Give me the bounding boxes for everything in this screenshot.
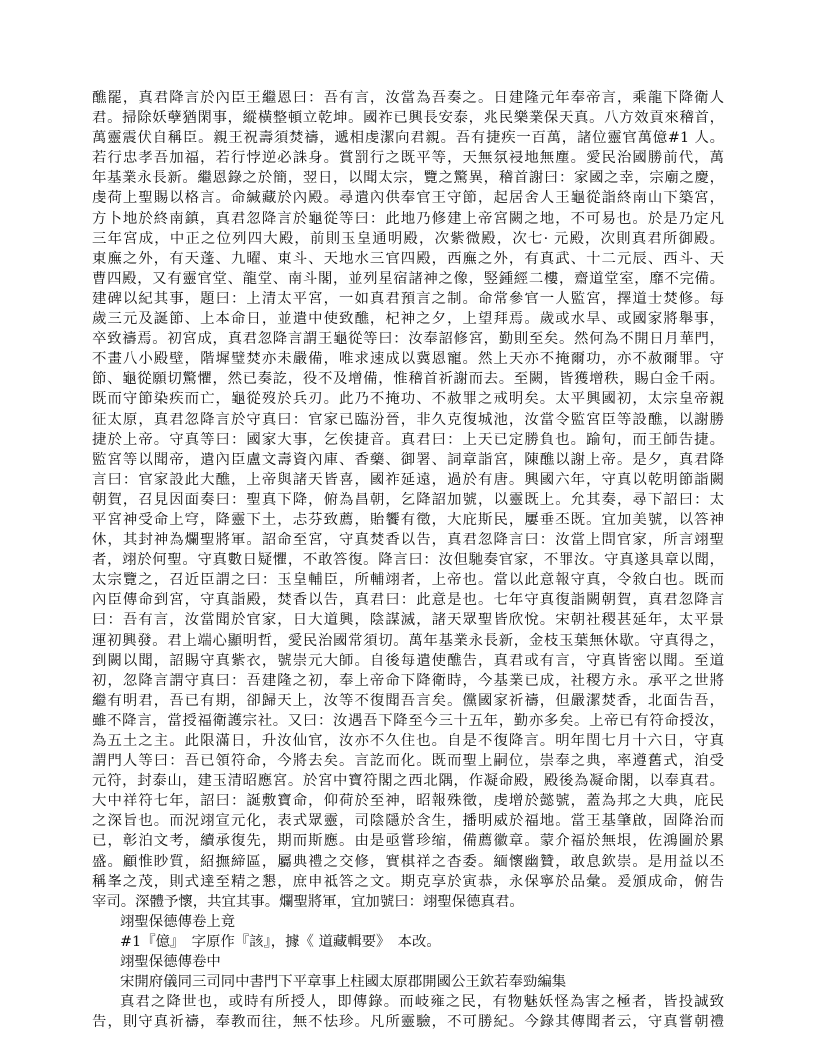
text-line: 朝賀，召見因面奏曰：聖真下降，俯為昌朝，乞降詔加號，以靈既上。允其奏，尋下詔曰：太 (92, 491, 724, 508)
text-line: 休，其封神為爛聖將軍。詔命至宮，守真焚香以告，真君忽降言曰：汝當上問官家，所言翊聖 (92, 532, 724, 549)
text-line: 卒致禱焉。初宮成，真君忽降言謂王龜從等曰：汝奉詔修宮，勤則至矣。然何為不開日月華門， (92, 331, 724, 348)
text-line: 者，翊於何聖。守真數日疑懼，不敢答復。降言曰：汝但馳奏官家，不罪汝。守真遂具章以聞， (92, 552, 724, 569)
text-line: 雖不降言，當授福衛護宗社。又曰：汝遇吾下降至今三十五年，勤亦多矣。上帝已有符命授汝， (92, 712, 724, 729)
text-line: 平宮神受命上穹，降靈下土，忐芬致薦，貽饗有徵，大庇斯民，屢垂丕既。宜加美號，以答神 (92, 511, 724, 528)
text-line: 既而守節染疾而亡，龜從歿於兵刃。此乃不掩功、不赦罪之戒明矣。太平興國初，太宗皇帝親 (92, 391, 724, 408)
text-line: 建碑以紀其事，題曰：上清太平宮，一如真君預言之制。命常參官一人監宮，擇道士焚修。每 (92, 290, 724, 307)
text-line: 真君之降世也，或時有所授人，即傳錄。而岐雍之民，有物魅妖怪為害之極者，皆投誠致 (120, 994, 724, 1011)
text-line: 若行忠孝吾加福，若行悖逆必誅身。賞罰行之既平等，天無氛祲地無塵。愛民治國勝前代，萬 (92, 150, 724, 167)
text-line: 監宮等以聞帝，遣內臣盧文壽資內庫、香藥、御署、詞章詣宮，陳醮以謝上帝。是夕，真君降 (92, 451, 724, 468)
text-line: 盛。顧惟眇質，紹撫締區，屬典禮之交修，實棋祥之杳委。緬懷幽贊，敢息欽崇。是用益以丕 (92, 853, 724, 870)
text-line: 繼有明君，吾已有期，卻歸天上，汝等不復聞吾言矣。儻國家祈禱，但嚴潔焚香，北面告吾， (92, 692, 724, 709)
text-line: 方卜地於終南鎮，真君忽降言於龜從等曰：此地乃修建上帝宮闕之地，不可易也。於是乃定凡 (92, 210, 724, 227)
text-line: 為五土之主。此限滿日，升汝仙官，汝亦不久住也。自是不復降言。明年閏七月十六日，守真 (92, 733, 724, 749)
text-line: 歲三元及誕節、上本命日，並遣中使致醮，杞神之夕，上望拜焉。歲或水旱、或國家將舉事， (92, 311, 724, 328)
text-line: 東廡之外，有天蓬、九曜、東斗、天地水三官四殿，西廡之外，有真武、十二元辰、西斗、天 (92, 250, 724, 267)
main-text-block (92, 88, 724, 912)
section-headings (92, 912, 724, 992)
text-line: 捷於上帝。守真等曰：國家大事，乞俟捷音。真君曰：上天已定勝負也。踰旬，而王師告捷。 (92, 431, 724, 448)
heading-line: #1『億』 字原作『該』，據《 道藏輯要》 本改。 (120, 933, 441, 950)
text-line: 三年宮成，中正之位列四大殿，前則玉皇通明殿，次紫微殿，次七· 元殿，次則真君所御殿。 (92, 230, 724, 247)
heading-line: 宋開府儀同三司同中書門下平章事上柱國太原郡開國公王欽若奉勁編集 (120, 974, 567, 991)
text-line: 到闕以聞，詔賜守真紫衣，號崇元大師。自後每遣使醮告，真君或有言，守真皆密以聞。至道 (92, 652, 724, 669)
heading-line: 翊聖保德傳卷上竟 (120, 913, 236, 930)
text-line: 告，則守真祈禱，奉教而往，無不怯珍。凡所靈驗，不可勝紀。今錄其傳聞者云，守真嘗朝禮 (92, 1014, 724, 1031)
text-line: 運初興發。君上端心顯明哲，愛民治國常須切。萬年基業永長新，金枝玉葉無休歇。守真得之， (92, 632, 724, 649)
text-line: 曰：吾有言，汝當聞於官家，日大道興，陰謀滅，諸天眾聖皆欣悅。宋朝社稷甚延年，太平景 (92, 612, 724, 629)
text-line: 曹四殿，又有靈官堂、龍堂、南斗閣，並列星宿諸神之像，竪鍾經二樓，齋道堂室，靡不完備。 (92, 270, 724, 287)
text-line: 年基業永長新。繼恩錄之於簡，翌日，以聞太宗，覽之驚異，稽首謝曰：家國之幸，宗廟之慶， (92, 170, 724, 187)
text-line: 元符，封泰山，建玉清昭應宮。於宮中寶符閣之西北隅，作凝命殿，殿後為凝命閣，以奉真君。 (92, 773, 724, 790)
text-line: 節、龜從願切驚懼，然已奏訖，役不及增備，惟稽首祈謝而去。至闕，皆獲增秩，賜白金千兩。 (92, 371, 724, 388)
text-line: 不畫八小殿壁，階墀璧焚亦未嚴備，唯求速成以冀恩寵。然上天亦不掩爾功，亦不赦爾罪。守 (92, 351, 724, 368)
text-line: 謂門人等曰：吾已領符命，今將去矣。言訖而化。既而聖上嗣位，崇奉之典，率遵舊式，洎受 (92, 753, 724, 770)
text-line: 太宗覽之，召近臣謂之曰：玉皇輔臣，所輔翊者，上帝也。當以此意報守真，令敘白也。既而 (92, 572, 724, 589)
text-line: 宰司。深體予懷，共宜其事。爛聖將軍，宜加號曰：翊聖保德真君。 (92, 893, 524, 910)
text-line: 虔荷上聖賜以格言。命緘藏於內殿。尋遣內供奉官王守節，起居舍人王龜從詣終南山下築宮， (92, 190, 724, 207)
text-line: 君。掃除妖孽猶閑事，縱橫整頓立乾坤。國祚已興長安泰，兆民樂業保天真。八方效貢來稽首， (92, 110, 724, 127)
chapter-opening-text (92, 992, 724, 1032)
text-line: 醮罷，真君降言於內臣王繼恩曰：吾有言，汝當為吾奏之。日建隆元年奉帝言，乘龍下降衛人 (92, 90, 724, 106)
text-line: 稱峯之茂，則式達至精之懇，庶申祗答之文。期克享於寅恭，永保寧於品彙。爰頒成命，俯告 (92, 873, 724, 890)
text-line: 已，彰泊文考，續承復先，期而斯應。由是亟嘗珍缩，備薦徽章。蒙介福於無垠，佐鴻圖於累 (92, 833, 724, 850)
text-line: 大中祥符七年，詔曰：誕敷寶命，仰荷於至神，昭報殊徵，虔增於懿號，蓋為邦之大典，庇民 (92, 793, 724, 810)
text-line: 萬靈震伏自稱臣。親王祝壽須焚禱，遞相虔潔向君親。吾有捷疾一百萬，諸位靈官萬億#1 人。 (92, 130, 724, 147)
document-page (92, 88, 724, 1032)
text-line: 征太原，真君忽降言於守真曰：官家已臨汾晉，非久克復城池，汝當令監宮臣等設醮，以謝勝 (92, 411, 724, 428)
text-line: 內臣傳命到宮，守真詣殿，焚香以告，真君曰：此意是也。七年守真復詣闕朝賀，真君忽降言 (92, 592, 724, 609)
text-line: 言曰：官家設此大醮，上帝與諸天皆喜，國祚延遠，過於有唐。興國六年，守真以乾明節詣闕 (92, 471, 724, 488)
text-line: 之深旨也。而況翊宣元化，表式眾靈，司陰隱於含生，播明威於福地。當王基肇啟，固降治而 (92, 813, 724, 830)
heading-line: 翊聖保德傳卷中 (120, 954, 221, 971)
text-line: 初，忽降言謂守真曰：吾建隆之初，奉上帝命下降衛時，今基業已成，社稷方永。承平之世將 (92, 672, 724, 689)
